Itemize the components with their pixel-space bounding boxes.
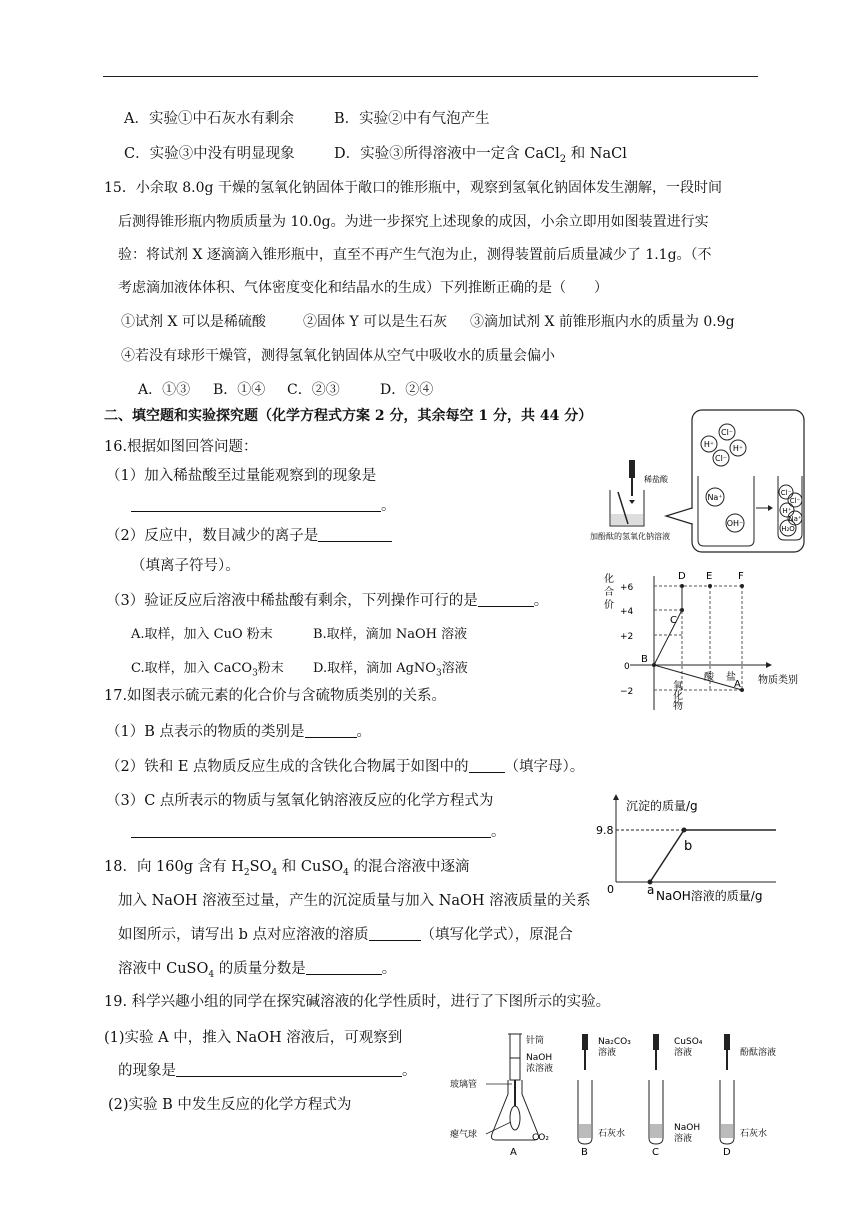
q19-part1-answer: 的现象是 。: [118, 1063, 417, 1079]
q17-part3: （3）C 点所表示的物质与氢氧化钠溶液反应的化学方程式为: [106, 793, 494, 809]
q19-figure: [448, 1030, 798, 1160]
ion-label: Cl⁻: [780, 489, 792, 497]
ion-label: H⁺: [782, 507, 792, 515]
q15-line3: 验：将试剂 X 逐滴滴入锥形瓶中，直至不再产生气泡为止，测得装置前后质量减少了 1.1g。（不: [118, 247, 712, 263]
q18-line1: 18．向 160g 含有 $H_2SO_4$ 和 CuSO$_4$ 的混合溶液中逐滴: [104, 859, 470, 878]
q18-solute-blank[interactable]: [369, 926, 421, 941]
q16-option-b: B.取样，滴加 NaOH 溶液: [313, 627, 468, 642]
q16-part3: （3）验证反应后溶液中稀盐酸有剩余，下列操作可行的是 。: [106, 593, 549, 609]
q17-stem: 17.如图表示硫元素的化合价与含硫物质类别的关系。: [104, 688, 447, 704]
glass-tube-label: 玻璃管: [450, 1080, 478, 1090]
q16-option-c: C.取样，加入 CaCO$_3$粉末: [131, 661, 284, 679]
q18-figure: [596, 792, 786, 904]
ion-label: H₂O: [781, 525, 795, 533]
point-b-label: b: [684, 839, 693, 854]
balloon: [510, 1106, 520, 1130]
x-category: 盐: [726, 672, 736, 683]
y-tick: −2: [620, 687, 634, 697]
co2-label: CO₂: [532, 1133, 549, 1143]
q15-line2: 后测得锥形瓶内物质质量为 10.0g。为进一步探究上述现象的成因，小余立即用如图装置进行实: [118, 214, 709, 230]
q17-part1: （1）B 点表示的物质的类别是 。: [106, 724, 371, 740]
y-value: 9.8: [596, 824, 614, 837]
q14-option-a: A．实验①中石灰水有剩余: [124, 111, 294, 127]
q16-part1-blank[interactable]: [131, 497, 381, 512]
y-tick: +2: [620, 632, 634, 642]
q18-line4: 溶液中 CuSO$_4$ 的质量分数是 。: [118, 961, 397, 980]
q16-figure: [588, 408, 808, 558]
q15-statement-1: ①试剂 X 可以是稀硫酸: [121, 314, 266, 330]
point-label: F: [738, 571, 744, 582]
q16-part2: （2）反应中，数目减少的离子是: [106, 527, 392, 545]
experiment-label-b: B: [581, 1147, 588, 1158]
point-label: C: [670, 615, 677, 626]
q15-line4: 考虑滴加液体体积、气体密度变化和结晶水的生成）下列推断正确的是（ ）: [118, 280, 608, 296]
q15-option-c: C．②③: [287, 382, 340, 398]
point-label: A: [734, 679, 741, 690]
point-a-label: a: [647, 883, 655, 897]
ion-label: Cl⁻: [789, 497, 801, 505]
experiment-label-c: C: [652, 1147, 659, 1158]
q18-line3: 如图所示，请写出 b 点对应溶液的溶质 （填写化学式），原混合: [118, 927, 573, 943]
q16-option-a: A.取样，加入 CuO 粉末: [131, 627, 273, 642]
q16-part2-blank[interactable]: [318, 527, 392, 542]
q16-part2-note: （填离子符号）。: [131, 558, 240, 574]
y-axis-label-char: 化: [604, 574, 614, 585]
q19-stem: 19. 科学兴趣小组的同学在探究碱溶液的化学性质时，进行了下图所示的实验。: [104, 994, 611, 1010]
y-tick: +4: [620, 607, 634, 617]
tube-b-contents: 石灰水: [598, 1129, 626, 1139]
tube-d-reagent: 酚酞溶液: [740, 1048, 777, 1058]
header-rule: [103, 76, 758, 77]
ion-label: H⁺: [703, 440, 715, 449]
tube-d-contents: 石灰水: [740, 1129, 768, 1139]
experiment-label-a: A: [510, 1147, 517, 1158]
naoh-label: NaOH: [526, 1053, 553, 1063]
y-axis-label-char: 合: [604, 587, 614, 598]
origin-label: 0: [607, 883, 614, 896]
tube-c-reagent: CuSO₄: [674, 1037, 703, 1047]
y-axis-label: 沉淀的质量/g: [626, 799, 698, 813]
q15-statement-2: ②固体 Y 可以是生石灰: [303, 314, 448, 330]
point-e: [708, 584, 712, 588]
ion-label: Cl⁻: [714, 454, 728, 463]
point-label: B: [641, 654, 648, 665]
q16-part1: （1）加入稀盐酸至过量能观察到的现象是: [106, 468, 377, 484]
q16-part1-answer: 。: [131, 497, 396, 515]
y-tick: 0: [624, 662, 630, 672]
point-b: [652, 663, 656, 667]
experiment-label-d: D: [723, 1147, 731, 1158]
precipitate-curve: [650, 830, 684, 882]
balloon-label: 瘪气球: [450, 1130, 478, 1140]
dropper-label: 稀盐酸: [644, 475, 668, 484]
q14-option-d: D．实验③所得溶液中一定含 CaCl$_2$ 和 NaCl: [334, 146, 627, 165]
point-f: [740, 584, 744, 588]
q15-statement-3: ③滴加试剂 X 前锥形瓶内水的质量为 0.9g: [470, 314, 735, 330]
q15-line1: 15．小余取 8.0g 干燥的氢氧化钠固体于敞口的锥形瓶中，观察到氢氧化钠固体发生潮解，一段时间: [104, 180, 722, 196]
q19-part1: (1)实验 A 中，推入 NaOH 溶液后，可观察到: [104, 1030, 403, 1046]
tube-c-reagent-suffix: 溶液: [674, 1048, 693, 1058]
q17-part3-answer: 。: [131, 823, 506, 841]
tube-c-contents-suffix: 溶液: [674, 1134, 693, 1144]
concentrated-label: 浓溶液: [526, 1064, 554, 1074]
ion-label: OH⁻: [726, 519, 744, 528]
tube-b-reagent: Na₂CO₃: [598, 1037, 631, 1047]
x-axis-label: 物质类别: [758, 675, 798, 686]
q15-option-a: A．①③: [138, 382, 191, 398]
q18-percent-blank[interactable]: [306, 960, 382, 975]
beaker-caption: 加酚酞的氢氧化钠溶液: [590, 532, 670, 541]
ion-label: Na⁺: [788, 515, 802, 523]
x-category: 酸: [704, 672, 714, 683]
point-label: E: [706, 571, 713, 582]
y-axis-label-char: 价: [604, 600, 614, 611]
q16-part3-blank[interactable]: [478, 592, 534, 607]
q17-part3-blank[interactable]: [131, 823, 491, 838]
point-d: [680, 584, 684, 588]
x-axis-label: NaOH溶液的质量/g: [656, 889, 763, 903]
point-b: [682, 828, 687, 833]
q16-option-d: D.取样，滴加 AgNO$_3$溶液: [313, 661, 468, 679]
q19-part1-blank[interactable]: [176, 1062, 402, 1077]
ion-label: Cl⁻: [720, 428, 734, 437]
dropper-bulb: [629, 460, 635, 478]
point-label: D: [678, 571, 686, 582]
tube-b-reagent-suffix: 溶液: [598, 1048, 617, 1058]
q17-part2-blank[interactable]: [469, 758, 505, 773]
q14-option-b: B．实验②中有气泡产生: [334, 111, 490, 127]
x-category: 氧化物: [670, 680, 682, 710]
q17-figure: [598, 568, 818, 718]
section-2-heading: 二、填空题和实验探究题（化学方程式方案 2 分，其余每空 1 分，共 44 分）: [104, 408, 593, 424]
point-c: [680, 608, 684, 612]
callout-pointer: [666, 508, 692, 524]
q15-option-d: D．②④: [380, 382, 434, 398]
q15-option-b: B．①④: [213, 382, 266, 398]
ion-label: H⁺: [732, 444, 744, 453]
q18-line2: 加入 NaOH 溶液至过量，产生的沉淀质量与加入 NaOH 溶液质量的关系: [118, 893, 591, 909]
syringe-label: 针筒: [526, 1036, 545, 1046]
q16-stem: 16.根据如图回答问题：: [104, 439, 258, 455]
q19-part2: (2)实验 B 中发生反应的化学方程式为: [108, 1097, 352, 1113]
q15-statement-4: ④若没有球形干燥管，测得氢氧化钠固体从空气中吸收水的质量会偏小: [121, 348, 555, 364]
ion-label: Na⁺: [707, 493, 723, 502]
y-tick: +6: [620, 583, 634, 593]
q14-option-c: C．实验③中没有明显现象: [124, 146, 295, 162]
syringe: [510, 1034, 520, 1080]
q17-part2: （2）铁和 E 点物质反应生成的含铁化合物属于如图中的 （填字母）。: [106, 759, 585, 775]
tube-c-contents: NaOH: [674, 1123, 701, 1133]
q17-part1-blank[interactable]: [305, 723, 357, 738]
